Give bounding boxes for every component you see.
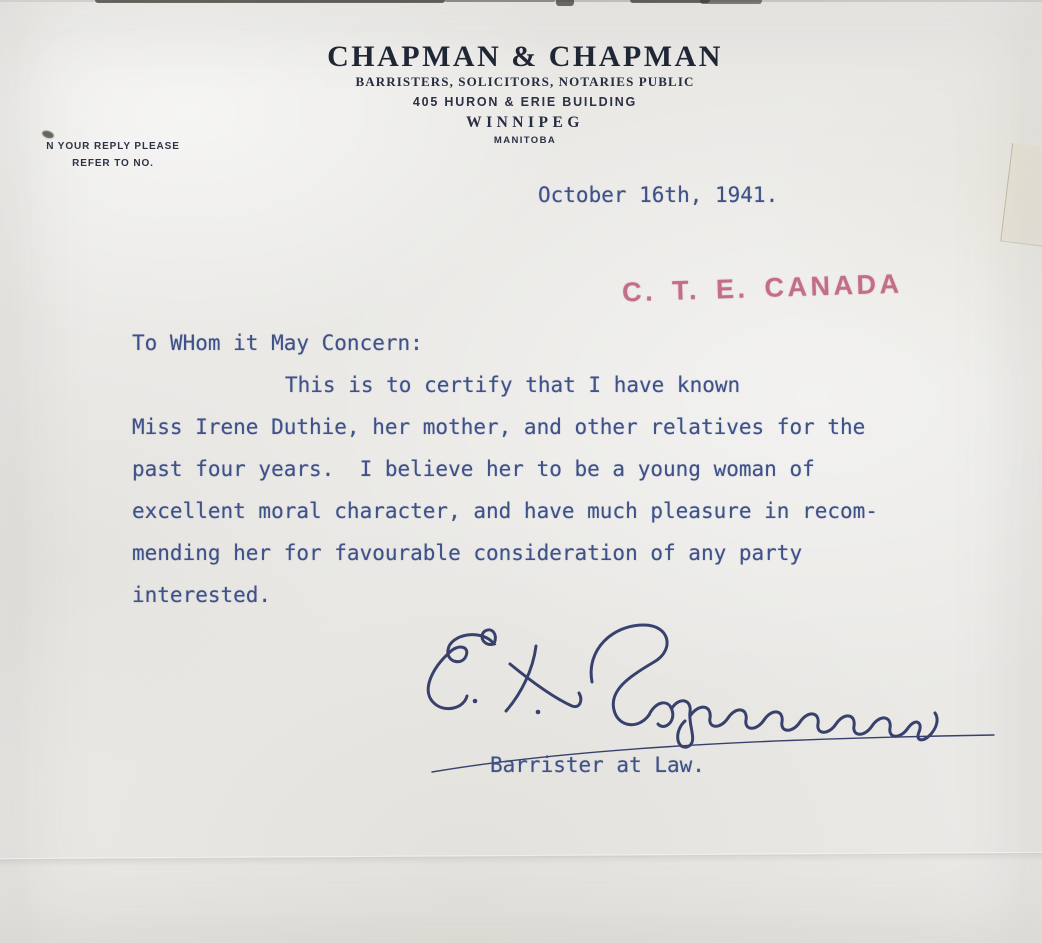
letter-body bbox=[132, 322, 878, 616]
tape-corner-artifact bbox=[1000, 143, 1042, 248]
torn-edge-notch bbox=[556, 0, 574, 6]
salutation: To WHom it May Concern: bbox=[132, 331, 423, 355]
body-line: This is to certify that I have known bbox=[285, 373, 741, 397]
torn-edge-fragment bbox=[445, 0, 555, 2]
torn-edge-fragment bbox=[630, 0, 710, 3]
torn-edge-fragment bbox=[95, 0, 445, 3]
date-line: October 16th, 1941. bbox=[538, 183, 779, 207]
body-line: interested. bbox=[132, 583, 272, 607]
firm-name: CHAPMAN & CHAPMAN bbox=[327, 40, 723, 73]
body-line: mending her for favourable consideration of any party bbox=[132, 541, 803, 565]
reply-notice-line2: REFER TO NO. bbox=[72, 158, 154, 169]
body-line: excellent moral character, and have much pleasure in recom- bbox=[132, 499, 878, 523]
cte-canada-stamp: C. T. E. CANADA bbox=[621, 268, 903, 308]
torn-edge-fragment bbox=[700, 0, 762, 4]
body-line: Miss Irene Duthie, her mother, and other relatives for the bbox=[132, 415, 866, 439]
body-line: past four years. I believe her to be a young woman of bbox=[132, 457, 815, 481]
reply-notice-line1: N YOUR REPLY PLEASE bbox=[46, 141, 180, 152]
address-line: 405 HURON & ERIE BUILDING bbox=[412, 95, 638, 109]
signoff-title: Barrister at Law. bbox=[490, 753, 705, 777]
province-line: MANITOBA bbox=[493, 135, 557, 146]
practice-line: BARRISTERS, SOLICITORS, NOTARIES PUBLIC bbox=[355, 74, 695, 89]
reply-reference-notice bbox=[30, 138, 196, 172]
city-line: WINNIPEG bbox=[466, 114, 584, 131]
